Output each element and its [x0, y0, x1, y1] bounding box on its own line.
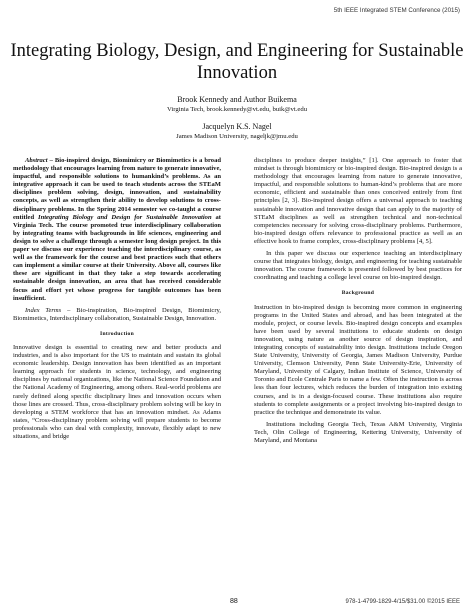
introduction-text: Innovative design is essential to creating new and better products and industries, and is also important for the US to maintain and sustain its global economic leadership. Design innovation has been identified as an important learning approach for students in science, technology, and engineering disciplines by national organizations, like the National Science Foundation and the National Academy of Engineering, among others. Real-world problems are rarely defined along specific disciplinary lines and innovation occurs when those lines are crossed. Thus, cross-disciplinary problem solving will be key in developing a STEM workforce that has an innovation mindset. As Adams states, “Cross-disciplinary problem solving will prepare students to become professionals who can deal with complexity, innovate, flexibly adapt to new situations, and bridge	[13, 343, 221, 440]
copyright-notice: 978-1-4799-1829-4/15/$31.00 ©2015 IEEE	[345, 599, 460, 605]
abstract-text-2: at Virginia Tech. The course promoted true interdisciplinary collaboration by integrating teams with backgrounds in life sciences, engineering and design to solve a challenge through a semester long design project. In this paper we discuss our experience teaching the interdisciplinary course, as well as the framework for the course and best practices such that others can implement a similar course at their University. Above all, courses like these are significant in that they take a step towards accelerating sustainable design innovation, an area that has received considerable focus and effort yet whose progress for tangible outcomes has been insufficient.	[13, 213, 221, 302]
paper-title: Integrating Biology, Design, and Engineering for Sustainable Innovation	[10, 41, 464, 83]
index-terms-lead: Index Terms	[25, 306, 62, 314]
background-heading: Background	[341, 290, 375, 297]
abstract-lead: Abstract	[25, 157, 48, 164]
index-terms	[13, 307, 221, 323]
background-paragraph-1: Instruction in bio-inspired design is becoming more common in engineering programs in the United States and abroad, and has been integrated at the module, project, or course levels. Bio-inspired design concepts and examples have been used by several institutions to educate students on design innovation, using nature as another source of design inspiration, and integrating concepts of sustainability into design. Institutions include Oregon State University, University of Georgia, James Madison University, Purdue University, Clemson University, Penn State University-Erie, University of Maryland, University of Calgary, Indian Institute of Science, University of Toronto and Ecole Centrale Paris to name a few. Often the instruction is across less than four lectures, which reduces the burden of integration into existing courses, and is in a design-focused course. These institutions also require students to complete assignments or a project involving bio-inspired design to practice the technique and demonstrate its value.	[254, 303, 462, 416]
right-paragraph-2: In this paper we discuss our experience teaching an interdisciplinary course that integrates biology, design, and engineering for teaching sustainable innovation. The course framework is presented followed by best practices for coordinating and teaching a college level course on bio-inspired design.	[254, 250, 462, 282]
author-block-1	[0, 95, 474, 114]
page-number: 88	[230, 598, 238, 605]
abstract	[13, 157, 221, 303]
author-affiliation: Virginia Tech, brook.kennedy@vt.edu, buik@vt.edu	[166, 106, 308, 113]
introduction-heading: Introduction	[100, 330, 134, 337]
author-names: Brook Kennedy and Author Buikema	[177, 95, 297, 104]
conference-header: 5th IEEE Integrated STEM Conference (2015)	[333, 7, 460, 14]
author-affiliation: James Madison University, nageljk@jmu.edu	[176, 133, 298, 140]
right-column	[254, 157, 462, 449]
course-title: Integrating Biology and Design for Sustainable Innovation	[38, 213, 212, 221]
right-paragraph-1: disciplines to produce deeper insights,” [1]. One approach to foster that mindset is through biomimicry or bio-inspired design. Bio-inspired design is a methodology that encourages learning from nature to generate innovative, impactful, and responsible solutions to human-kind’s problems that are more economic, efficient and sustainable than ones conceived entirely from first principles [2, 3]. Bio-inspired design offers a universal approach to teaching sustainable innovation and innovative design that can apply to the majority of STEaM disciplines as well as strengthen technical and non-technical competencies necessary for solving cross-disciplinary problems. Furthermore, bio-inspired design offers relevance to professional practice as well as an effective hook to frame complex, cross-disciplinary problems [4, 5].	[254, 157, 462, 245]
abstract-text-1: – Bio-inspired design, Biomimicry or Biomimetics is a broad methodology that encourages learning from nature to generate innovative, impactful, and responsible solutions to humankind’s problems. As an integrative approach it can be used to teach students across the STEaM disciplines problem solving, design, innovation, and sustainability concepts, as well as strengthen their ability to develop solutions to cross-disciplinary problems. In the Spring 2014 semester we co-taught a course entitled	[13, 157, 221, 221]
index-terms-text: – Bio-inspiration, Bio-inspired Design, Biomimicry, Biomimetics, Interdisciplinary collaboration, Sustainable Design, Innovation.	[13, 306, 221, 322]
left-column	[13, 157, 221, 445]
author-block-2	[0, 122, 474, 141]
background-paragraph-2: Institutions including Georgia Tech, Texas A&M University, Virginia Tech, Olin College of Engineering, Kettering University, University of Maryland, and Montana	[254, 420, 462, 444]
author-names: Jacquelyn K.S. Nagel	[202, 122, 272, 131]
